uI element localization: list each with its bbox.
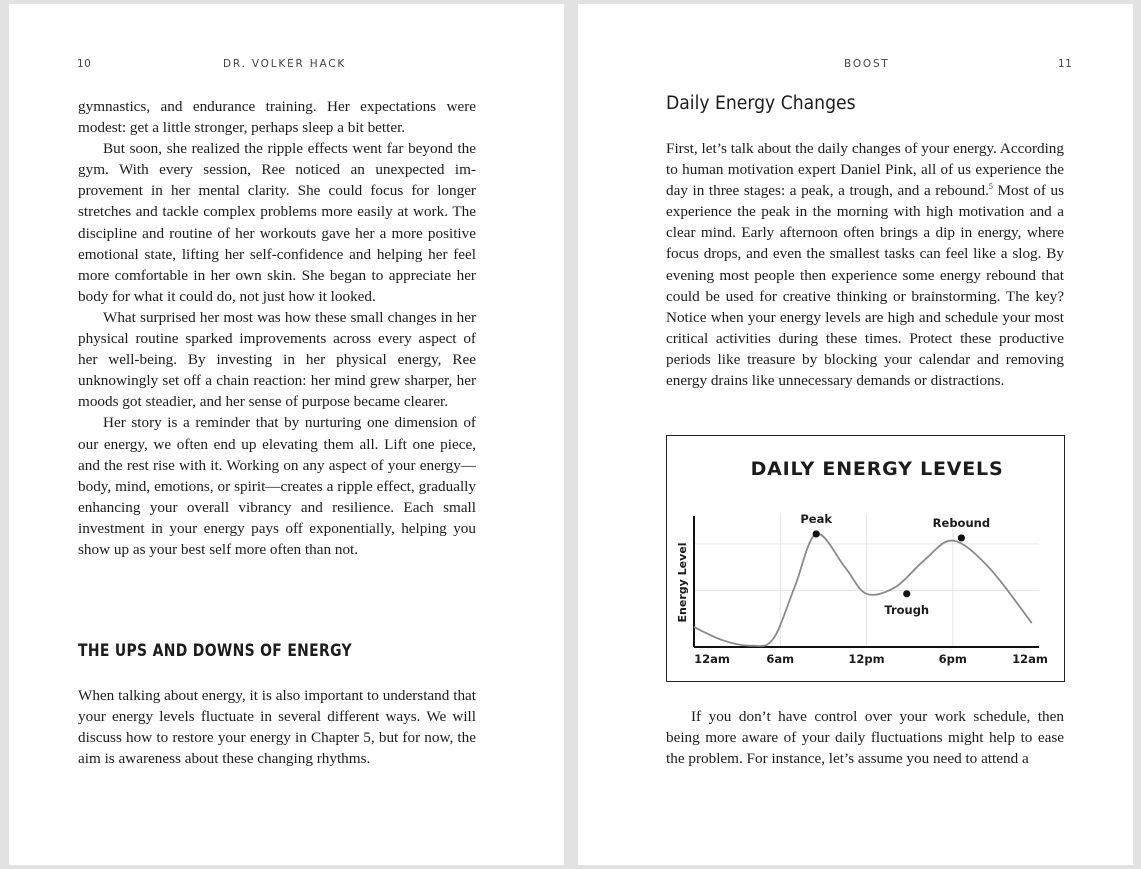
paragraph-text: First, let’s talk about the daily changes of your energy. According to human motivation expert Daniel Pink, all of us experience the day in three stages: a peak, a trough, and a rebound. bbox=[666, 140, 1064, 200]
x-tick-label: 6pm bbox=[938, 652, 967, 666]
paragraph: Her story is a reminder that by nurturing one dimension of our energy, we often end up elevating them all. Lift one piece, and the rest rise with it. Working on any aspect of your energy—body, mind, emotions, or spirit—creates a ripple effect, gradually enhancing your overall vibrancy and resilience. Each small investment in your energy pays off exponentially, helping you show up as your best self more often than not. bbox=[78, 414, 476, 558]
point-marker bbox=[903, 590, 910, 597]
point-marker bbox=[813, 530, 820, 537]
chart-title: DAILY ENERGY LEVELS bbox=[750, 458, 1004, 480]
paragraph: What surprised her most was how these small changes in her physical routine sparked improvements across every aspect of her well-being. By investing in her physical energy, Ree unknowingly set off a chain reaction: her mind grew sharper, her moods got steadier, and her sense of purpose became clearer. bbox=[78, 308, 476, 411]
running-head: DR. VOLKER HACK bbox=[223, 58, 347, 70]
page-number: 10 bbox=[77, 58, 92, 70]
left-page bbox=[9, 4, 564, 865]
energy-line bbox=[694, 534, 1032, 646]
x-tick-label: 6am bbox=[766, 652, 795, 666]
paragraph: But soon, she realized the ripple effects went far beyond the gym. With every session, Ree noticed an unexpected improvement in her mental clarity. She could focus for longer stretches and tackle complex problems more easily at work. The discipline and routine of her workouts gave her a more positive emotional state, lifting her self-confidence and helping her feel more comfortable in her own skin. She began to appreciate her body for what it could do, not just how it looked. bbox=[78, 140, 476, 305]
body-text bbox=[78, 96, 476, 560]
right-page bbox=[578, 4, 1133, 865]
point-marker bbox=[958, 534, 965, 541]
energy-chart bbox=[666, 435, 1065, 682]
point-label: Peak bbox=[800, 511, 833, 526]
paragraph: gymnastics, and endurance training. Her expectations were modest: get a little stronger, perhaps sleep a bit better. bbox=[78, 98, 476, 137]
footnote-marker[interactable]: 5 bbox=[988, 182, 993, 192]
chart-svg bbox=[667, 436, 1064, 681]
x-tick-label: 12am bbox=[1012, 652, 1048, 666]
x-tick-label: 12am bbox=[694, 652, 730, 666]
body-text bbox=[666, 706, 1064, 769]
x-tick-label: 12pm bbox=[848, 652, 885, 666]
point-label: Trough bbox=[884, 602, 930, 617]
y-axis-label: Energy Level bbox=[676, 542, 689, 623]
body-text bbox=[78, 685, 476, 769]
paragraph bbox=[666, 138, 1064, 391]
point-label: Rebound bbox=[932, 515, 991, 530]
running-head: BOOST bbox=[844, 58, 890, 70]
subsection-heading: Daily Energy Changes bbox=[666, 93, 856, 114]
section-heading: THE UPS AND DOWNS OF ENERGY bbox=[78, 641, 352, 661]
paragraph-text: Most of us experience the peak in the morning with high motivation and a clear mind. Early afternoon often brings a dip in energy, where focus drops, and even the smallest tasks can feel like a slog. By evening most people then experience some energy rebound that could be used for creative thinking or brainstorming. The key? Notice when your energy levels are high and schedule your most critical activities during these times. Protect these productive periods like treasure by blocking your calendar and removing energy drains like unnecessary demands or distractions. bbox=[666, 182, 1064, 390]
paragraph: If you don’t have control over your work schedule, then being more aware of your daily fluctuations might help to ease the problem. For instance, let’s assume you need to attend a bbox=[666, 708, 1064, 768]
page-number: 11 bbox=[1058, 58, 1073, 70]
body-text bbox=[666, 138, 1064, 391]
paragraph: When talking about energy, it is also important to understand that your energy levels fluctuate in several different ways. We will discuss how to restore your energy in Chapter 5, but for now, the aim is awareness about these changing rhythms. bbox=[78, 687, 476, 768]
